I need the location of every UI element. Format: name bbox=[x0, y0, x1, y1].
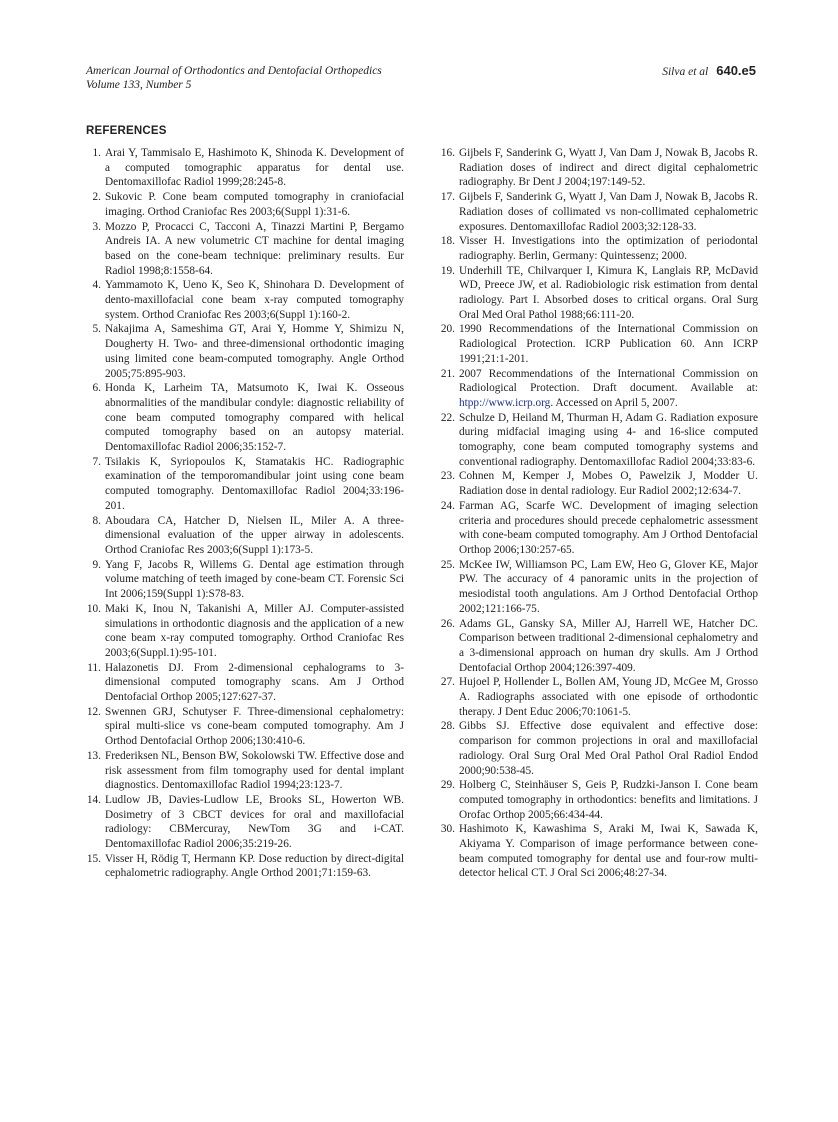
reference-item bbox=[86, 661, 404, 705]
reference-text: Yammamoto K, Ueno K, Seo K, Shinohara D. Development of dento-maxillofacial cone beam x-ray computed tomography system. Orthod Craniofac Res 2003;6(Suppl 1):160-2. bbox=[105, 279, 404, 321]
reference-text: McKee IW, Williamson PC, Lam EW, Heo G, Glover KE, Major PW. The accuracy of 4 panoramic units in the projection of mesiodistal tooth angulations. Am J Orthod Dentofacial Orthop 2002;121:166-75. bbox=[459, 558, 758, 615]
reference-item bbox=[440, 617, 758, 676]
reference-text: Farman AG, Scarfe WC. Development of imaging selection criteria and procedures should precede cephalometric assessment with cone-beam computed tomography. Am J Orthod Dentofacial Orthop 2006;130:257-65. bbox=[459, 499, 758, 556]
reference-item bbox=[86, 220, 404, 279]
reference-number: 23. bbox=[440, 470, 455, 483]
reference-number: 13. bbox=[86, 749, 101, 762]
reference-text: Cohnen M, Kemper J, Mobes O, Pawelzik J, Modder U. Radiation dose in dental radiology. Eur Radiol 2002;12:634-7. bbox=[459, 470, 758, 498]
reference-number: 1. bbox=[92, 147, 101, 159]
reference-number: 5. bbox=[92, 323, 101, 336]
reference-text: Frederiksen NL, Benson BW, Sokolowski TW. Effective dose and risk assessment from film tomography used for dental implant diagnostics. Dentomaxillofac Radiol 1994;23:123-7. bbox=[105, 749, 404, 792]
reference-text: 1990 Recommendations of the International Commission on Radiological Protection. ICRP Publication 60. Ann ICRP 1991;21:1-201. bbox=[459, 323, 758, 365]
reference-item bbox=[440, 719, 758, 778]
article-authors: Silva et al bbox=[662, 66, 709, 78]
reference-item bbox=[86, 749, 404, 793]
reference-number: 25. bbox=[440, 558, 455, 571]
reference-number: 2. bbox=[92, 191, 101, 204]
reference-number: 4. bbox=[92, 279, 101, 292]
reference-item bbox=[440, 675, 758, 719]
reference-item bbox=[86, 190, 404, 219]
reference-number: 22. bbox=[440, 411, 455, 424]
reference-item bbox=[440, 322, 758, 366]
reference-item bbox=[440, 499, 758, 558]
reference-number: 26. bbox=[440, 617, 455, 630]
reference-text: Visser H, Rödig T, Hermann KP. Dose reduction by direct-digital cephalometric radiography. Angle Orthod 2001;71:159-63. bbox=[105, 852, 404, 880]
reference-item bbox=[86, 705, 404, 749]
reference-text: Gibbs SJ. Effective dose equivalent and effective dose: comparison for common projections in oral and maxillofacial radiology. Oral Surg Oral Med Oral Pathol Oral Radiol Endod 2000;90:538-45. bbox=[459, 720, 758, 777]
reference-item bbox=[86, 514, 404, 558]
reference-number: 11. bbox=[87, 661, 101, 674]
reference-number: 24. bbox=[440, 499, 455, 512]
reference-text: Honda K, Larheim TA, Matsumoto K, Iwai K. Osseous abnormalities of the mandibular condyle: diagnostic reliability of cone beam computed tomography compared with helical computed tomography based on an autopsy material. Dentomaxillofac Radiol 2006;35:152-7. bbox=[105, 382, 404, 454]
reference-text-after-link: . Accessed on April 5, 2007. bbox=[550, 396, 678, 409]
reference-text: Hashimoto K, Kawashima S, Araki M, Iwai K, Sawada K, Akiyama Y. Comparison of image performance between cone-beam computed tomography for dental use and four-row multi-detector helical CT. J Oral Sci 2006;48:27-34. bbox=[459, 823, 758, 880]
reference-number: 21. bbox=[440, 367, 455, 380]
reference-text: Visser H. Investigations into the optimization of periodontal radiography. Berlin, Germany: Quintessenz; 2000. bbox=[459, 235, 758, 262]
reference-text: Maki K, Inou N, Takanishi A, Miller AJ. Computer-assisted simulations in orthodontic diagnosis and the application of a new cone beam x-ray computed tomography. Orthod Craniofac Res 2003;6(Suppl.1):95-101. bbox=[105, 602, 404, 659]
reference-number: 10. bbox=[86, 602, 101, 615]
references-column-left bbox=[86, 146, 404, 881]
reference-text: Arai Y, Tammisalo E, Hashimoto K, Shinoda K. Development of a computed tomographic apparatus for dental use. Dentomaxillofac Radiol 1999;28:245-8. bbox=[105, 147, 404, 189]
running-header-right bbox=[662, 63, 756, 78]
reference-text: Swennen GRJ, Schutyser F. Three-dimensional cephalometry: spiral multi-slice vs cone-beam computed tomography. Am J Orthod Dentofacial Orthop 2006;130:410-6. bbox=[105, 705, 404, 748]
reference-text: Aboudara CA, Hatcher D, Nielsen IL, Miler A. A three-dimensional evaluation of the upper airway in adolescents. Orthod Craniofac Res 2003;6(Suppl 1):173-5. bbox=[105, 514, 404, 556]
reference-text: Yang F, Jacobs R, Willems G. Dental age estimation through volume matching of teeth imaged by cone-beam CT. Forensic Sci Int 2006;159(Suppl 1):S78-83. bbox=[105, 558, 404, 601]
reference-item bbox=[86, 455, 404, 514]
reference-number: 15. bbox=[86, 852, 101, 865]
reference-number: 12. bbox=[86, 705, 101, 718]
reference-item bbox=[440, 469, 758, 498]
reference-number: 28. bbox=[440, 720, 455, 733]
reference-number: 6. bbox=[92, 382, 101, 395]
reference-text: Schulze D, Heiland M, Thurman H, Adam G. Radiation exposure during midfacial imaging using 4- and 16-slice computed tomography, cone beam computed tomography systems and conventional radiography. Dentomaxillofac Radiol 2004;33:83-6. bbox=[459, 411, 758, 468]
reference-item bbox=[440, 190, 758, 234]
reference-item bbox=[86, 602, 404, 661]
reference-item bbox=[86, 146, 404, 190]
reference-link[interactable]: htpp://www.icrp.org bbox=[459, 396, 551, 409]
reference-text: Mozzo P, Procacci C, Tacconi A, Tinazzi Martini P, Bergamo Andreis IA. A new volumetric CT machine for dental imaging based on the cone-beam technique: preliminary results. Eur Radiol 1998;8:1558-64. bbox=[105, 220, 404, 277]
reference-number: 3. bbox=[92, 220, 101, 233]
reference-text: Tsilakis K, Syriopoulos K, Stamatakis HC. Radiographic examination of the temporomandibular joint using cone beam computed tomography. Dentomaxillofac Radiol 2004;33:196-201. bbox=[105, 455, 404, 512]
reference-number: 16. bbox=[440, 147, 455, 159]
reference-text: Holberg C, Steinhäuser S, Geis P, Rudzki-Janson I. Cone beam computed tomography in orthodontics: benefits and limitations. J Orofac Orthop 2005;66:434-44. bbox=[459, 779, 758, 821]
reference-item bbox=[440, 367, 758, 411]
reference-text: Gijbels F, Sanderink G, Wyatt J, Van Dam J, Nowak B, Jacobs R. Radiation doses of indirect and direct digital cephalometric radiography. Br Dent J 2004;197:149-52. bbox=[459, 147, 758, 189]
reference-item bbox=[440, 146, 758, 190]
reference-number: 8. bbox=[92, 514, 101, 527]
references-heading: REFERENCES bbox=[86, 125, 167, 137]
reference-number: 20. bbox=[440, 323, 455, 336]
page-number: 640.e5 bbox=[716, 63, 756, 78]
reference-text: Ludlow JB, Davies-Ludlow LE, Brooks SL, Howerton WB. Dosimetry of 3 CBCT devices for oral and maxillofacial radiology: CBMercuray, NewTom 3G and i-CAT. Dentomaxillofac Radiol 2006;35:219-26. bbox=[105, 793, 404, 851]
reference-number: 9. bbox=[92, 558, 101, 571]
reference-item bbox=[440, 234, 758, 263]
journal-title: American Journal of Orthodontics and Dentofacial Orthopedics bbox=[86, 65, 382, 77]
reference-text: Underhill TE, Chilvarquer I, Kimura K, Langlais RP, McDavid WD, Preece JW, et al. Radiobiologic risk estimation from dental radiology. Part I. Absorbed doses to critical organs. Oral Surg Oral Med Oral Pathol 1988;66:111-20. bbox=[459, 264, 758, 321]
reference-item bbox=[86, 852, 404, 881]
reference-item bbox=[86, 322, 404, 381]
reference-text: Sukovic P. Cone beam computed tomography in craniofacial imaging. Orthod Craniofac Res 2003;6(Suppl 1):31-6. bbox=[105, 191, 404, 218]
reference-number: 19. bbox=[440, 264, 455, 277]
reference-number: 7. bbox=[92, 455, 101, 468]
reference-item bbox=[86, 793, 404, 852]
reference-item bbox=[440, 778, 758, 822]
reference-text: Adams GL, Gansky SA, Miller AJ, Harrell WE, Hatcher DC. Comparison between traditional 2-dimensional cephalometry and a 3-dimensional approach on human dry skulls. Am J Orthod Dentofacial Orthop 2004;126:397-409. bbox=[459, 617, 758, 674]
reference-text: Nakajima A, Sameshima GT, Arai Y, Homme Y, Shimizu N, Dougherty H. Two- and three-dimensional orthodontic imaging using limited cone beam-computed tomography. Angle Orthod 2005;75:895-903. bbox=[105, 323, 404, 380]
reference-item bbox=[440, 558, 758, 617]
reference-text: 2007 Recommendations of the International Commission on Radiological Protection. Draft document. Available at: bbox=[459, 367, 758, 395]
reference-item bbox=[86, 381, 404, 455]
reference-number: 17. bbox=[440, 191, 455, 204]
reference-number: 27. bbox=[440, 676, 455, 689]
reference-text: Halazonetis DJ. From 2-dimensional cephalograms to 3-dimensional computed tomography scans. Am J Orthod Dentofacial Orthop 2005;127:627-37. bbox=[105, 661, 404, 704]
reference-number: 30. bbox=[440, 823, 455, 836]
reference-number: 29. bbox=[440, 779, 455, 792]
reference-number: 18. bbox=[440, 235, 455, 248]
reference-text: Gijbels F, Sanderink G, Wyatt J, Van Dam J, Nowak B, Jacobs R. Radiation doses of collimated vs non-collimated cephalometric exposures. Dentomaxillofac Radiol 2003;32:128-33. bbox=[459, 191, 758, 233]
running-header-left bbox=[86, 64, 382, 92]
reference-item bbox=[440, 411, 758, 470]
reference-item bbox=[86, 278, 404, 322]
references-column-right bbox=[440, 146, 758, 881]
reference-item bbox=[440, 264, 758, 323]
reference-text: Hujoel P, Hollender L, Bollen AM, Young JD, McGee M, Grosso A. Radiographs associated with one episode of orthodontic therapy. J Dent Educ 2006;70:1061-5. bbox=[459, 676, 758, 718]
journal-volume: Volume 133, Number 5 bbox=[86, 79, 192, 91]
reference-item bbox=[440, 822, 758, 881]
reference-number: 14. bbox=[86, 793, 101, 806]
reference-item bbox=[86, 558, 404, 602]
